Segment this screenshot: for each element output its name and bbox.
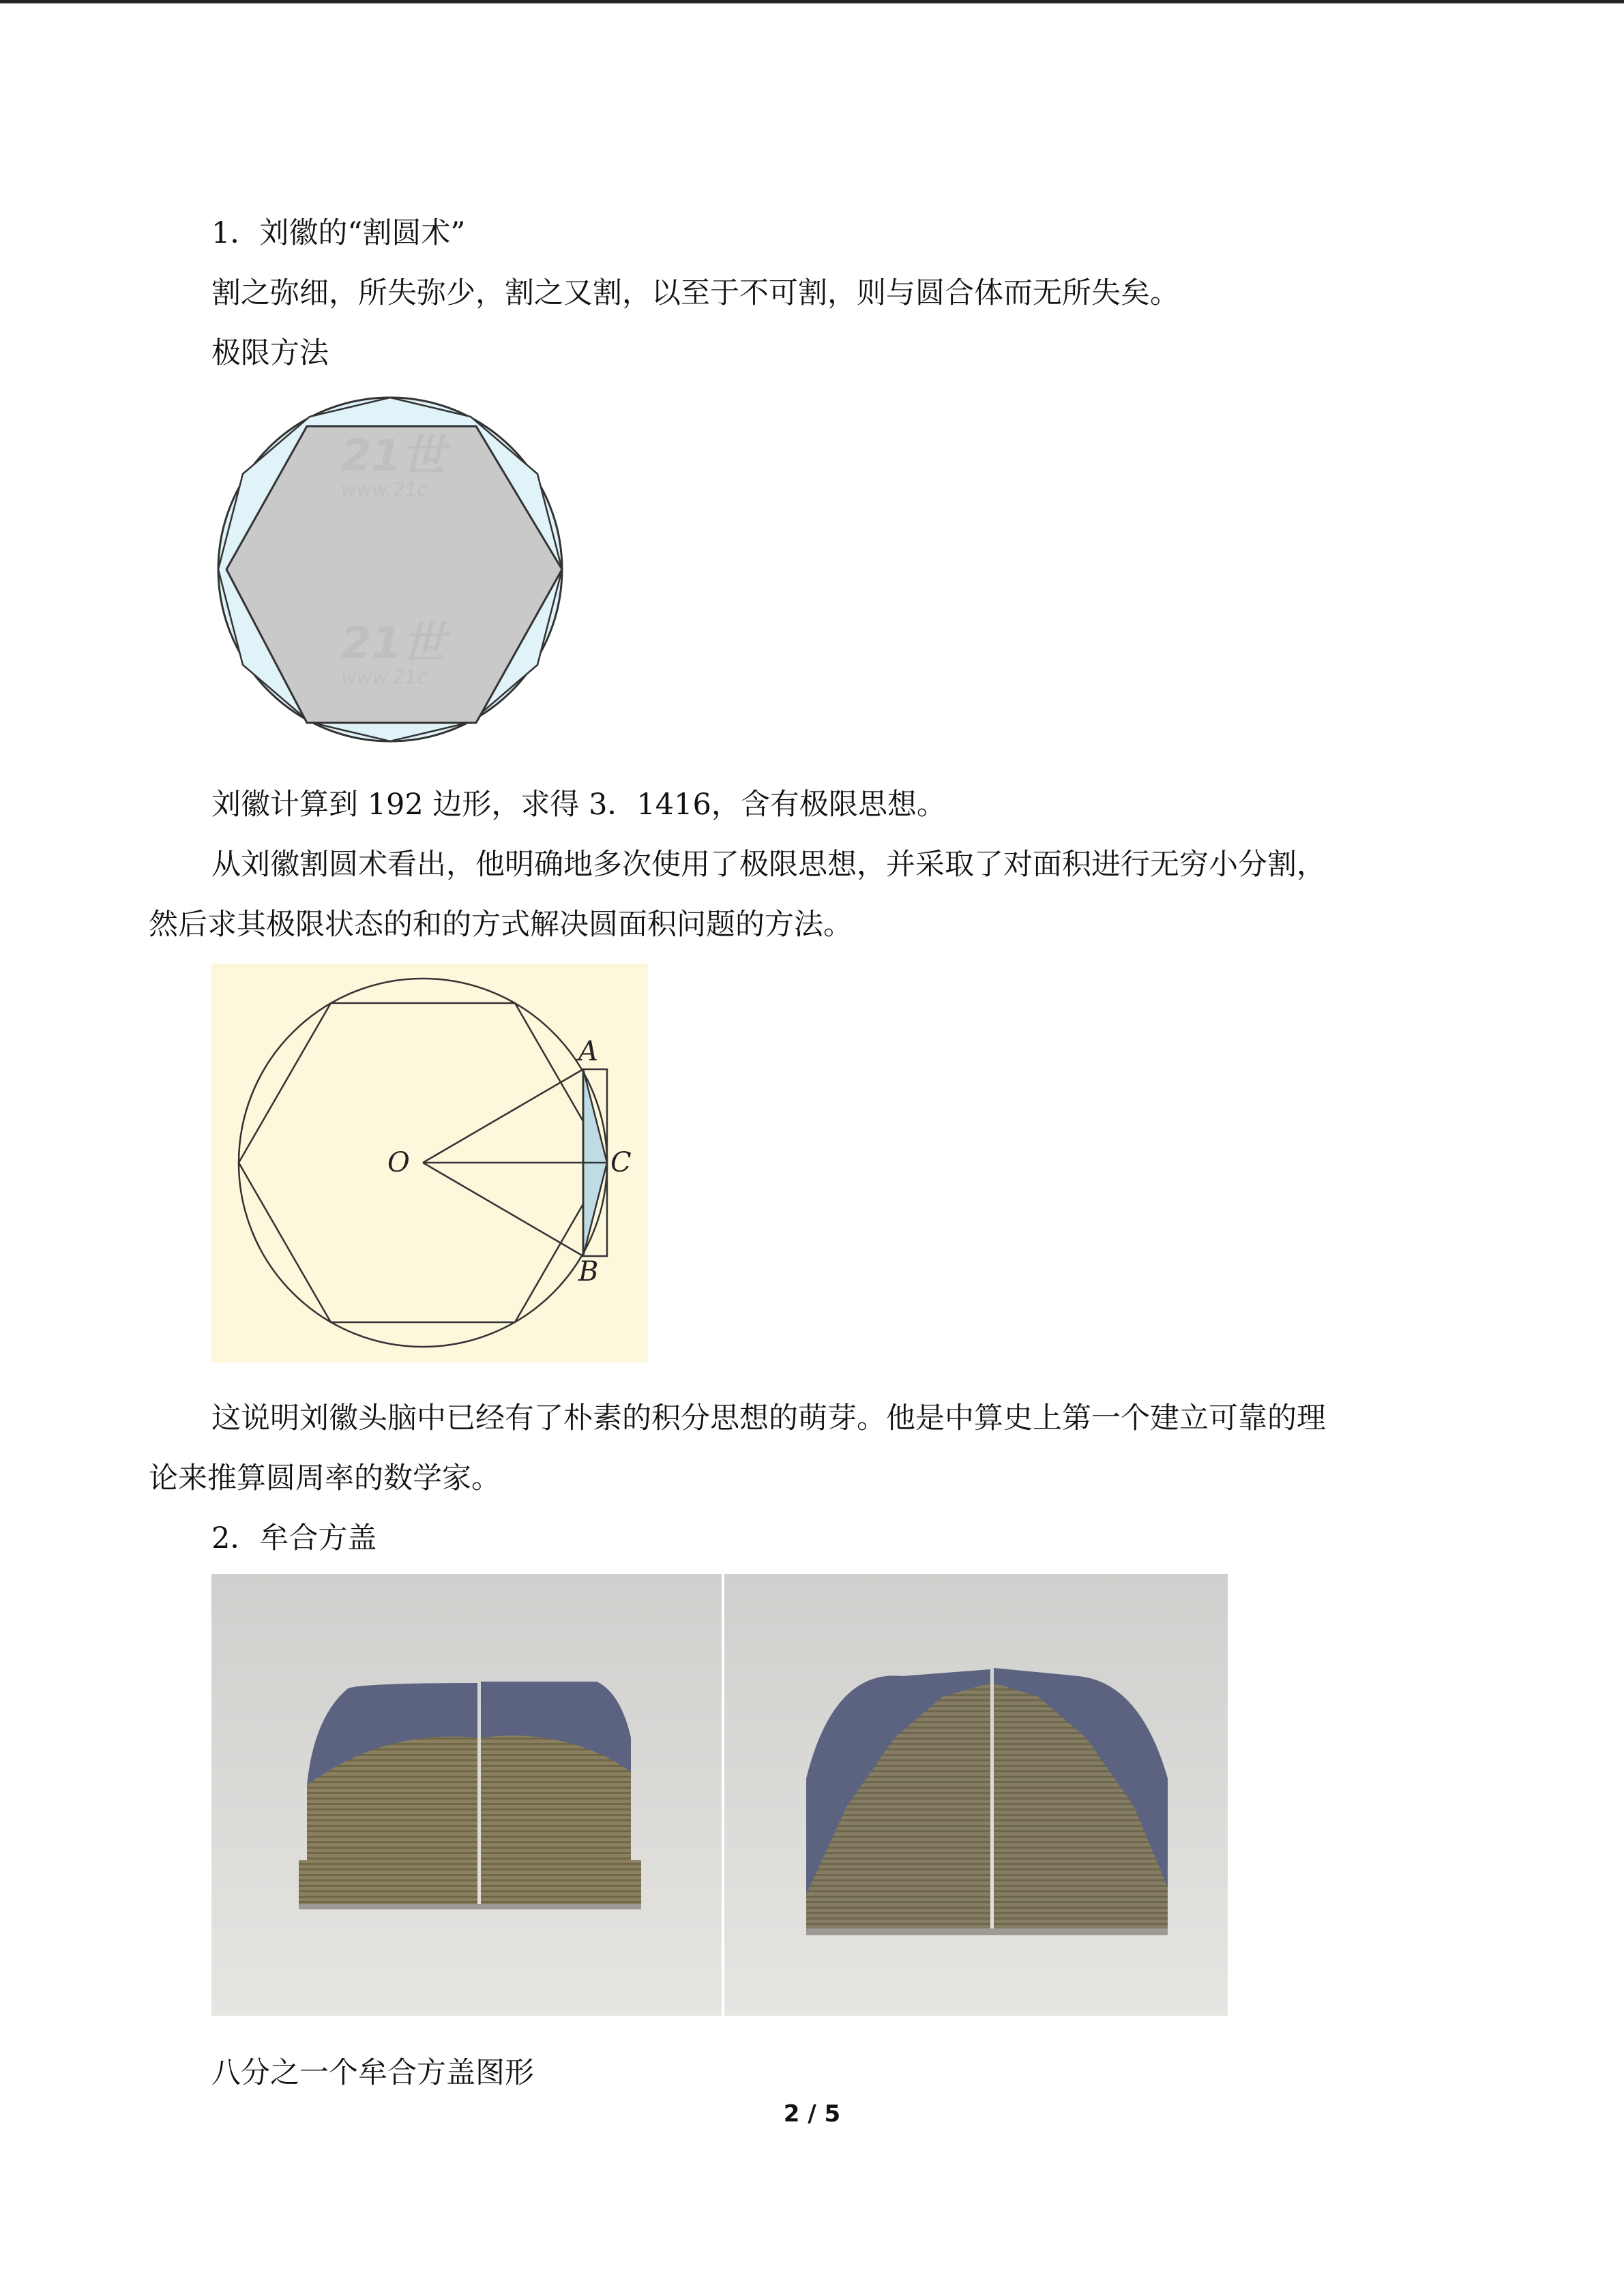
photo-caption: 八分之一个牟合方盖图形 bbox=[211, 2056, 534, 2090]
point-o-label: O bbox=[387, 1147, 410, 1178]
mouhe-fanggai-photo-right bbox=[724, 1574, 1228, 2016]
circle-polygon-figure bbox=[211, 378, 566, 760]
quote-text: 割之弥细，所失弥少，割之又割，以至于不可割，则与圆合体而无所失矣。 bbox=[211, 276, 1179, 310]
section-2-title: 2．牟合方盖 bbox=[211, 1521, 377, 1555]
watermark-top: 21世 bbox=[341, 431, 446, 481]
paragraph-1-line-1: 从刘徽割圆术看出，他明确地多次使用了极限思想，并采取了对面积进行无穷小分割， bbox=[211, 848, 1326, 882]
mouhe-fanggai-photo-left bbox=[211, 1574, 722, 2016]
watermark-bottom: 21世 bbox=[341, 618, 446, 669]
paragraph-1-line-2: 然后求其极限状态的和的方式解决圆面积问题的方法。 bbox=[149, 908, 853, 942]
section-1-title: 1．刘徽的“割圆术” bbox=[211, 216, 466, 250]
point-a-label: A bbox=[578, 1036, 598, 1067]
watermark-bottom-url: www.21c bbox=[341, 666, 428, 688]
watermark-top-url: www.21c bbox=[341, 478, 428, 501]
result-line: 刘徽计算到 192 边形，求得 3．1416，含有极限思想。 bbox=[211, 788, 946, 822]
point-c-label: C bbox=[610, 1147, 632, 1178]
page-number: 2 / 5 bbox=[783, 2100, 841, 2128]
paragraph-2-line-2: 论来推算圆周率的数学家。 bbox=[149, 1461, 501, 1495]
hexagon-circle-diagram bbox=[211, 964, 648, 1362]
method-label: 极限方法 bbox=[211, 336, 329, 370]
page-top-border bbox=[0, 0, 1624, 3]
point-b-label: B bbox=[578, 1256, 599, 1287]
paragraph-2-line-1: 这说明刘徽头脑中已经有了朴素的积分思想的萌芽。他是中算史上第一个建立可靠的理 bbox=[211, 1401, 1326, 1435]
